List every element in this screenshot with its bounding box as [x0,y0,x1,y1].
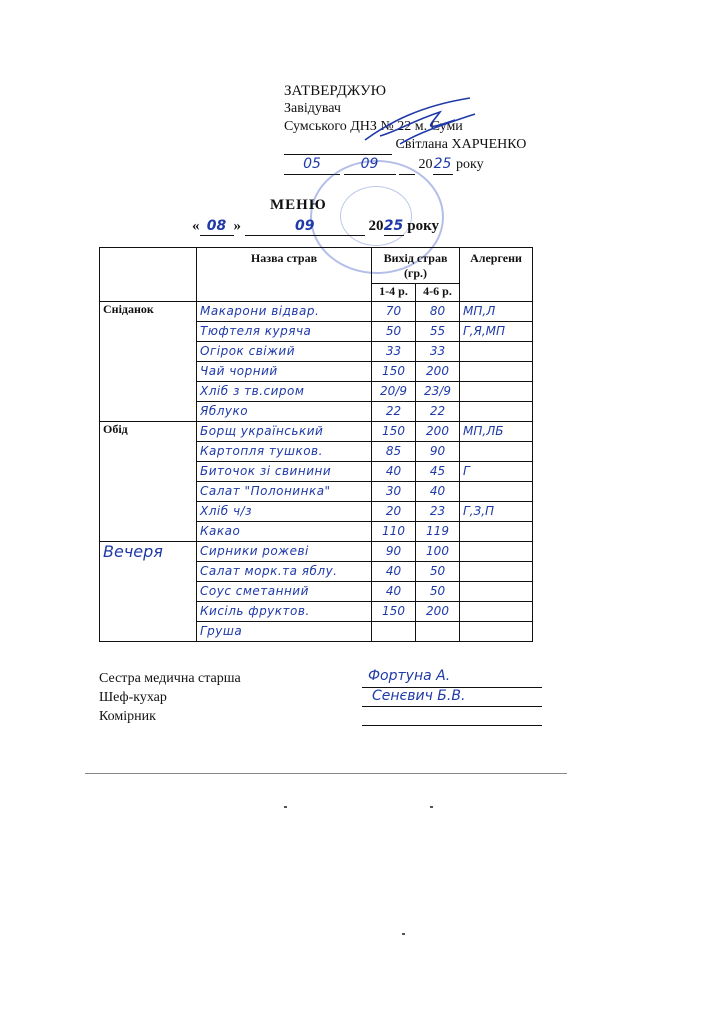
dish-name: Салат морк.та яблу. [200,564,338,578]
portion-4-6-cell [416,602,460,622]
menu-day: 08 [206,218,227,234]
dish-name: Какао [200,524,241,538]
dish-name: Тюфтеля куряча [200,324,312,338]
meal-label: Сніданок [100,302,197,422]
portion-1-4-cell [372,502,416,522]
approval-person: Світлана ХАРЧЕНКО [395,137,527,152]
chef-label: Шеф-кухар [99,690,167,705]
allergens: МП,Л [463,304,496,318]
portion-1-4: 85 [385,444,402,458]
allergens: Г [463,464,470,478]
portion-4-6-cell [416,622,460,642]
dish-name-cell [197,322,372,342]
portion-4-6: 50 [429,564,446,578]
portion-4-6-cell [416,342,460,362]
portion-1-4: 30 [385,484,402,498]
portion-4-6-cell [416,562,460,582]
allergens-cell [460,562,533,582]
portion-1-4-cell [372,462,416,482]
portion-4-6: 55 [429,324,446,338]
allergens: Г,З,П [463,504,495,518]
dish-name: Хліб ч/з [200,504,252,518]
portion-1-4: 20/9 [380,384,407,398]
allergens-cell [460,462,533,482]
portion-4-6: 200 [426,604,449,618]
portion-4-6-cell [416,302,460,322]
portion-1-4: 150 [382,364,405,378]
menu-year-word: року [407,218,440,234]
portion-1-4-cell [372,562,416,582]
portion-4-6-cell [416,462,460,482]
allergens: МП,ЛБ [463,424,504,438]
approval-year-prefix: 20 [418,157,433,172]
dish-name-cell [197,622,372,642]
portion-4-6-cell [416,582,460,602]
table-row [100,302,533,322]
approval-date-day: 05 [303,156,321,172]
portion-1-4-cell [372,482,416,502]
allergens-cell [460,402,533,422]
meal-label: Вечеря [100,542,197,642]
scan-speck [430,806,433,808]
store-label: Комірник [99,709,156,724]
portion-4-6: 200 [426,424,449,438]
dish-name: Борщ український [200,424,324,438]
portion-4-6: 33 [429,344,446,358]
portion-4-6: 90 [429,444,446,458]
meal-label: Обід [100,422,197,542]
portion-1-4: 90 [385,544,402,558]
menu-table [99,247,533,642]
portion-4-6: 45 [429,464,446,478]
page-divider [85,773,567,774]
dish-name-cell [197,422,372,442]
portion-4-6: 119 [426,524,449,538]
approval-heading: ЗАТВЕРДЖУЮ [284,83,387,99]
dish-name-cell [197,542,372,562]
dish-name-cell [197,382,372,402]
portion-4-6: 100 [426,544,449,558]
allergens-cell [460,482,533,502]
portion-4-6: 23 [429,504,446,518]
dish-name: Хліб з тв.сиром [200,384,305,398]
portion-4-6-cell [416,522,460,542]
portion-4-6: 50 [429,584,446,598]
header-meal [100,248,197,302]
portion-1-4: 20 [385,504,402,518]
allergens-cell [460,322,533,342]
chef-sign-line [362,706,542,707]
menu-year-prefix: 20 [368,218,384,234]
dish-name-cell [197,302,372,322]
dish-name: Биточок зі свинини [200,464,332,478]
menu-year-suffix: 25 [383,218,404,234]
portion-4-6-cell [416,502,460,522]
portion-4-6: 80 [429,304,446,318]
dish-name: Яблуко [200,404,249,418]
dish-name: Кисіль фруктов. [200,604,310,618]
portion-4-6: 22 [429,404,446,418]
portion-1-4-cell [372,582,416,602]
dish-name-cell [197,562,372,582]
dish-name-cell [197,362,372,382]
portion-4-6: 200 [426,364,449,378]
director-signature [360,92,480,152]
allergens-cell [460,522,533,542]
dish-name-cell [197,502,372,522]
dish-name-cell [197,582,372,602]
portion-1-4: 110 [382,524,405,538]
store-sign-line [362,725,542,726]
menu-date: « 08 » 09 2025 року [192,218,440,234]
menu-table-body [100,302,533,642]
dish-name: Чай чорний [200,364,278,378]
portion-1-4: 40 [385,564,402,578]
portion-4-6-cell [416,322,460,342]
dish-name: Соус сметанний [200,584,309,598]
portion-4-6-cell [416,422,460,442]
dish-name: Макарони відвар. [200,304,320,318]
header-output: Вихід страв (гр.) [372,248,460,284]
nurse-signature: Фортуна А. [368,668,451,684]
dish-name-cell [197,602,372,622]
portion-1-4-cell [372,362,416,382]
allergens-cell [460,362,533,382]
portion-1-4-cell [372,382,416,402]
dish-name: Груша [200,624,243,638]
allergens-cell [460,542,533,562]
allergens-cell [460,422,533,442]
portion-4-6: 40 [429,484,446,498]
portion-1-4-cell [372,442,416,462]
header-allergens: Алергени [460,248,533,302]
nurse-label: Сестра медична старша [99,671,241,686]
portion-1-4: 50 [385,324,402,338]
menu-title: МЕНЮ [270,197,327,213]
portion-1-4-cell [372,542,416,562]
portion-1-4-cell [372,302,416,322]
portion-1-4: 150 [382,604,405,618]
header-age-4-6: 4-6 р. [416,284,460,302]
approval-year-word: року [456,157,484,172]
allergens-cell [460,442,533,462]
portion-1-4: 150 [382,424,405,438]
signatures-block [99,669,241,726]
dish-name: Огірок свіжий [200,344,296,358]
allergens-cell [460,342,533,362]
portion-1-4: 22 [385,404,402,418]
approval-year-suffix: 25 [433,156,452,172]
portion-1-4: 70 [385,304,402,318]
portion-4-6: 23/9 [424,384,451,398]
header-age-1-4: 1-4 р. [372,284,416,302]
portion-4-6-cell [416,362,460,382]
portion-1-4-cell [372,602,416,622]
scan-speck [402,933,405,935]
portion-4-6-cell [416,442,460,462]
portion-4-6-cell [416,402,460,422]
table-row [100,542,533,562]
portion-1-4-cell [372,322,416,342]
dish-name-cell [197,462,372,482]
portion-4-6-cell [416,482,460,502]
dish-name: Салат "Полонинка" [200,484,331,498]
menu-month: 09 [295,218,315,234]
allergens: Г,Я,МП [463,324,506,338]
dish-name-cell [197,342,372,362]
table-row [100,422,533,442]
portion-1-4: 33 [385,344,402,358]
dish-name-cell [197,522,372,542]
allergens-cell [460,602,533,622]
portion-4-6-cell [416,382,460,402]
header-dish: Назва страв [197,248,372,302]
dish-name: Сирники рожеві [200,544,309,558]
scan-speck [284,806,287,808]
allergens-cell [460,502,533,522]
approval-date-month: 09 [360,156,379,172]
dish-name-cell [197,442,372,462]
allergens-cell [460,382,533,402]
portion-1-4: 40 [385,464,402,478]
allergens-cell [460,302,533,322]
dish-name-cell [197,482,372,502]
allergens-cell [460,582,533,602]
portion-4-6-cell [416,542,460,562]
portion-1-4-cell [372,342,416,362]
dish-name-cell [197,402,372,422]
portion-1-4-cell [372,402,416,422]
approval-position: Завідувач [284,101,341,116]
approval-institution: Сумського ДНЗ № 22 м. Суми [284,119,463,134]
allergens-cell [460,622,533,642]
portion-1-4-cell [372,622,416,642]
chef-signature: Сенєвич Б.В. [372,688,466,704]
portion-1-4-cell [372,422,416,442]
dish-name: Картопля тушков. [200,444,323,458]
portion-1-4-cell [372,522,416,542]
portion-1-4: 40 [385,584,402,598]
